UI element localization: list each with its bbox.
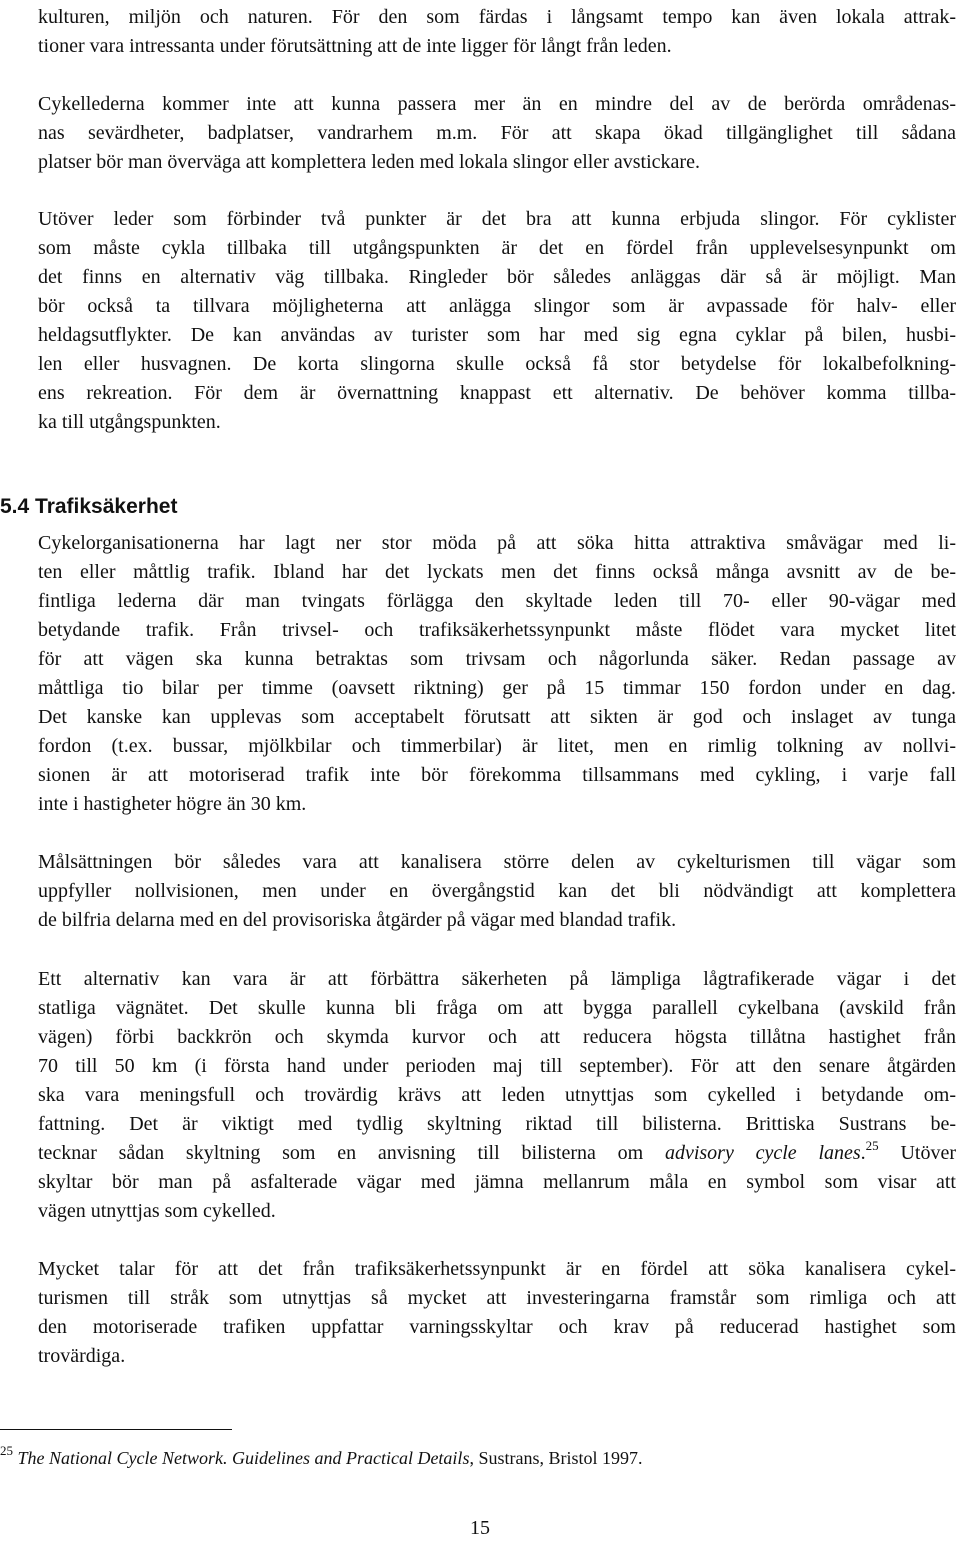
paragraph-line: statliga vägnätet. Det skulle kunna bli fråga om att bygga parallell cykelbana (avskild från	[38, 997, 956, 1019]
page-number: 15	[470, 1517, 490, 1539]
footnote-divider	[0, 1429, 232, 1430]
paragraph-line: ka till utgångspunkten.	[38, 411, 221, 433]
paragraph-line: de bilfria delarna med en del provisoriska åtgärder på vägar med blandad trafik.	[38, 909, 677, 931]
paragraph-line: uppfyller nollvisionen, men under en övergångstid kan det bli nödvändigt att komplettera	[38, 880, 956, 902]
paragraph-line: Cykellederna kommer inte att kunna passera mer än en mindre del av de berörda områdenas-	[38, 93, 956, 115]
paragraph-line: platser bör man överväga att komplettera leden med lokala slingor eller avstickare.	[38, 151, 700, 173]
footnote-number: 25	[0, 1443, 13, 1458]
paragraph-line: måttliga tio bilar per timme (oavsett riktning) ger på 15 timmar 150 fordon under en dag.	[38, 677, 956, 699]
paragraph-line: för att vägen ska kunna betraktas som trivsam och någorlunda säker. Redan passage av	[38, 648, 956, 670]
paragraph-line: nas sevärdheter, badplatser, vandrarhem m.m. För att skapa ökad tillgänglighet till sådana	[38, 122, 956, 144]
footnote-title: The National Cycle Network. Guidelines and Practical Details	[17, 1448, 470, 1468]
paragraph-line: len eller husvagnen. De korta slingorna skulle också få stor betydelse för lokalbefolkning-	[38, 353, 956, 375]
paragraph-line: den motoriserade trafiken uppfattar varningsskyltar och krav på reducerad hastighet som	[38, 1316, 956, 1338]
paragraph-line: Mycket talar för att det från trafiksäkerhetssynpunkt är en fördel att söka kanalisera cykel-	[38, 1258, 956, 1280]
paragraph-line: heldagsutflykter. De kan användas av turister som har med sig egna cyklar på bilen, husbi-	[38, 324, 956, 346]
paragraph-line: tioner vara intressanta under förutsättning att de inte ligger för långt från leden.	[38, 35, 672, 57]
footnote: $^{25}$ The National Cycle Network. Guidelines and Practical Details, Sustrans, Bristol 1997.	[0, 1443, 643, 1468]
paragraph-line: ten eller måttlig trafik. Ibland har det lyckats men det finns också många avsnitt av de be-	[38, 561, 956, 583]
paragraph-line: trovärdiga.	[38, 1345, 126, 1367]
paragraph-line: 70 till 50 km (i första hand under perioden maj till september). För att den senare åtgärden	[38, 1055, 956, 1077]
paragraph-line: Ett alternativ kan vara är att förbättra säkerheten på lämpliga lågtrafikerade vägar i det	[38, 968, 956, 990]
paragraph-line: sionen är att motoriserad trafik inte bör förekomma tillsammans med cykling, i varje fall	[38, 764, 956, 786]
paragraph-line: som måste cykla tillbaka till utgångspunkten är det en fördel från upplevelsesynpunkt om	[38, 237, 956, 259]
paragraph-line: turismen till stråk som utnyttjas så mycket att investeringarna framstår som rimliga och att	[38, 1287, 956, 1309]
italic-term: advisory cycle lanes	[664, 1142, 861, 1164]
paragraph-line: inte i hastigheter högre än 30 km.	[38, 793, 307, 815]
paragraph-line: ens rekreation. För dem är övernattning knappast ett alternativ. De behöver komma tillba-	[38, 382, 956, 404]
paragraph-line: bör också ta tillvara möjligheterna att anlägga slingor som är avpassade för halv- eller	[38, 295, 956, 317]
paragraph-line: fintliga lederna där man tvingats förlägga den skyltade leden till 70- eller 90-vägar med	[38, 590, 956, 612]
paragraph-line: ska vara meningsfull och trovärdig krävs att leden utnyttjas som cykelled i betydande om-	[38, 1084, 956, 1106]
paragraph-line: betydande trafik. Från trivsel- och trafiksäkerhetssynpunkt måste flödet vara mycket litet	[38, 619, 956, 641]
paragraph-line: Cykelorganisationerna har lagt ner stor möda på att söka hitta attraktiva småvägar med li-	[38, 532, 956, 554]
paragraph-line: vägen utnyttjas som cykelled.	[38, 1200, 276, 1222]
paragraph-line: fattning. Det är viktigt med tydlig skyltning riktad till bilisterna. Brittiska Sustrans be-	[38, 1113, 956, 1135]
paragraph-line: kulturen, miljön och naturen. För den som färdas i långsamt tempo kan även lokala attrak-	[38, 6, 956, 28]
paragraph-line: fordon (t.ex. bussar, mjölkbilar och timmerbilar) är litet, men en rimlig tolkning av nollvi-	[38, 735, 956, 757]
paragraph-line-with-footnote-ref: tecknar sådan skyltning som en anvisning till bilisterna om advisory cycle lanes.$^{25}$ Utöver	[38, 1138, 956, 1164]
paragraph-line: det finns en alternativ väg tillbaka. Ringleder bör således anläggas där så är möjligt. Man	[38, 266, 956, 288]
section-heading: 5.4 Trafiksäkerhet	[0, 495, 178, 518]
paragraph-line: Det kanske kan upplevas som acceptabelt förutsatt att sikten är god och inslaget av tunga	[38, 706, 956, 728]
paragraph-line: Utöver leder som förbinder två punkter är det bra att kunna erbjuda slingor. För cyklister	[38, 208, 956, 230]
paragraph-line: skyltar bör man på asfalterade vägar med jämna mellanrum måla en symbol som visar att	[38, 1171, 956, 1193]
paragraph-line: Målsättningen bör således vara att kanalisera större delen av cykelturismen till vägar som	[38, 851, 956, 873]
footnote-reference[interactable]: 25	[865, 1138, 879, 1153]
paragraph-line: vägen) förbi backkrön och skymda kurvor och att reducera högsta tillåtna hastighet från	[38, 1026, 956, 1048]
